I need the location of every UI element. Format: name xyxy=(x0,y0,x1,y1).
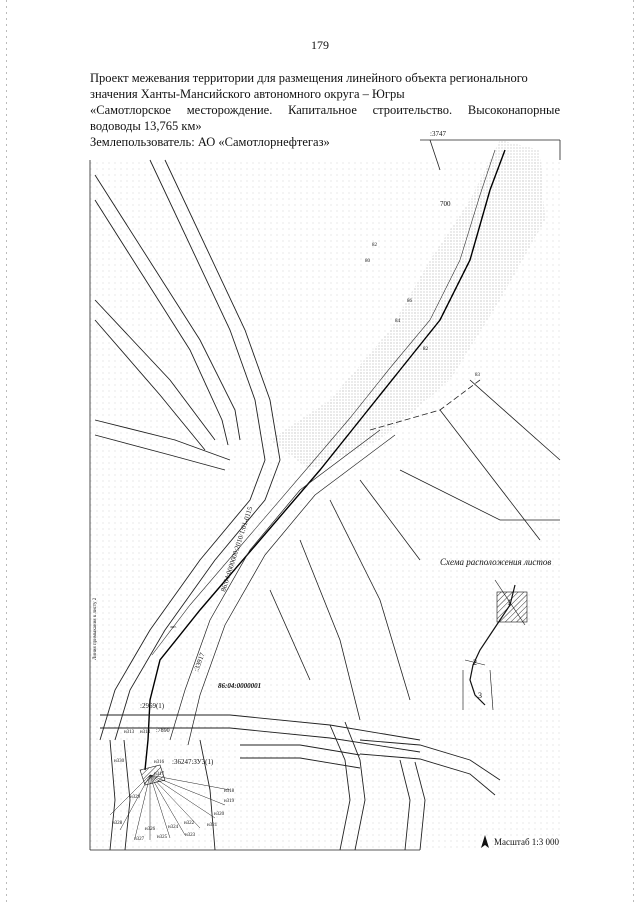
svg-text:н317: н317 xyxy=(154,772,165,777)
label-33917: :33917 xyxy=(192,651,207,673)
svg-text:н313: н313 xyxy=(124,730,135,735)
header-line-1: Проект межевания территории для размещения линейного объекта регионального xyxy=(90,71,528,85)
label-cadastral-main: 86:04:0000001 xyxy=(218,682,262,690)
svg-text:н325: н325 xyxy=(157,835,168,840)
label-top: :3747 xyxy=(430,130,446,138)
sheet-scheme xyxy=(455,570,545,710)
label-cadastral-diag: 86:04:0000000:2010/1:01-0115 xyxy=(219,505,255,593)
scheme-title: Схема расположения листов xyxy=(440,557,552,567)
label-zu: :36247:ЗУ3(1) xyxy=(172,758,214,766)
svg-text:н330: н330 xyxy=(114,759,125,764)
svg-text:83: 83 xyxy=(475,373,480,378)
north-arrow-icon xyxy=(480,835,490,849)
sheet-label-3: 3 xyxy=(478,691,482,700)
svg-text:82: 82 xyxy=(372,243,377,248)
svg-text:н319: н319 xyxy=(224,799,235,804)
header-line-3: «Самотлорское месторождение. Капитальное строительство. Высоконапорные xyxy=(90,103,560,117)
page-number: 179 xyxy=(311,38,329,52)
scale-block xyxy=(480,835,559,849)
svg-text:82: 82 xyxy=(423,347,428,352)
scale-label: Масштаб 1:3 000 xyxy=(494,837,560,847)
svg-text:86: 86 xyxy=(407,299,412,304)
svg-text:н329: н329 xyxy=(130,795,141,800)
sheet-label-1: 1 xyxy=(507,598,511,607)
svg-text:н327: н327 xyxy=(134,837,145,842)
svg-text:н314: н314 xyxy=(140,730,151,735)
sheet-label-2: 2 xyxy=(473,658,477,667)
svg-text:н316: н316 xyxy=(154,760,165,765)
svg-text:н328: н328 xyxy=(112,821,123,826)
header-line-5: Землепользователь: АО «Самотлорнефтегаз» xyxy=(90,135,330,149)
label-small: лит. xyxy=(170,624,177,629)
svg-text:н324: н324 xyxy=(168,825,179,830)
label-side-sheet: Линия примыкания к листу 2 xyxy=(93,597,98,660)
svg-text:н318: н318 xyxy=(224,789,235,794)
header-line-2: значения Ханты-Мансийского автономного округа – Югры xyxy=(90,87,405,101)
svg-text:н326: н326 xyxy=(145,827,156,832)
svg-text:н321: н321 xyxy=(207,823,218,828)
label-2969: :2969(1) xyxy=(140,702,165,710)
svg-text:н322: н322 xyxy=(184,821,195,826)
svg-text:н323: н323 xyxy=(185,833,196,838)
header-line-4: водоводы 13,765 км» xyxy=(90,119,202,133)
label-700: 700 xyxy=(440,200,451,208)
svg-text:80: 80 xyxy=(365,259,370,264)
label-7890: :7890 xyxy=(156,728,170,734)
svg-text:н320: н320 xyxy=(214,812,225,817)
svg-text:84: 84 xyxy=(395,319,400,324)
